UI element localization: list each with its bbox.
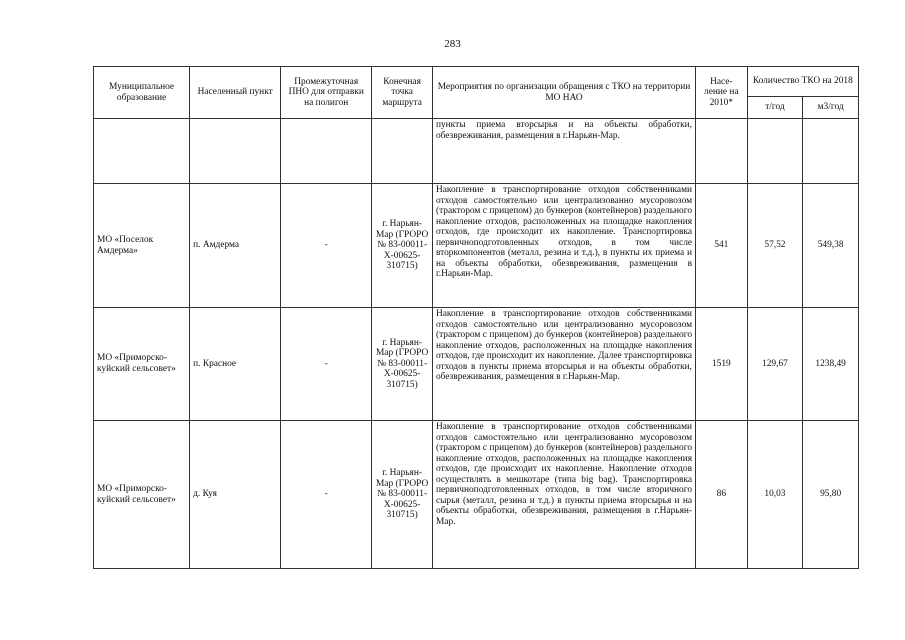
header-intermediate-point: Промежуточная ПНО для отправки на полигон xyxy=(281,67,372,119)
cell-municipality xyxy=(94,119,190,184)
cell-population xyxy=(696,119,748,184)
header-settlement: Населенный пункт xyxy=(190,67,281,119)
cell-intermediate: - xyxy=(281,421,372,569)
cell-intermediate xyxy=(281,119,372,184)
header-tons-per-year: т/год xyxy=(747,97,803,119)
cell-settlement xyxy=(190,119,281,184)
cell-measures: Накопление в транспортирование отходов собственниками отходов самостоятельно или централизованно мусоровозом (трактором с прицепом) до бункеров (контейнеров) раздельного накопление отходов, расположенных на площадке накопления отходов, где происходит их накопление. Транспортировка первичноподготовленных отходов, в том числе вторкомпонентов (металл, резина и т.д.), в пункты их приема и на объекты обработки, обезвреживания, размещения в г.Нарьян-Мар. xyxy=(432,184,695,308)
cell-measures: Накопление в транспортирование отходов собственниками отходов самостоятельно или централизованно мусоровозом (трактором с прицепом) до бункеров (контейнеров) раздельного накопление отходов, расположенных на площадке накопления отходов, где происходит их накопление. Накопление отходов осуществлять в мешкотаре (типа big bag). Транспортировка первичноподготовленных отходов, в том числе вторичного сырья (металл, резина и т.д.) в пункты приема вторсырья и на объекты обработки, обезвреживания, размещения в г.Нарьян-Мар. xyxy=(432,421,695,569)
cell-settlement: п. Амдерма xyxy=(190,184,281,308)
cell-settlement: п. Красное xyxy=(190,308,281,421)
header-tko-amount: Количество ТКО на 2018 xyxy=(747,67,858,97)
cell-end-point: г. Нарьян-Мар (ГРОРО № 83-00011-Х-00625-310715) xyxy=(372,184,433,308)
cell-municipality: МО «Приморско-куйский сельсовет» xyxy=(94,308,190,421)
table-row xyxy=(94,308,859,421)
cell-intermediate: - xyxy=(281,308,372,421)
cell-tons xyxy=(747,119,803,184)
cell-municipality: МО «Поселок Амдерма» xyxy=(94,184,190,308)
header-population: Насе-ление на 2010* xyxy=(696,67,748,119)
header-measures: Мероприятия по организации обращения с ТКО на территории МО НАО xyxy=(432,67,695,119)
cell-intermediate: - xyxy=(281,184,372,308)
table-row xyxy=(94,119,859,184)
cell-measures: пункты приема вторсырья и на объекты обработки, обезвреживания, размещения в г.Нарьян-Мар. xyxy=(432,119,695,184)
cell-population: 1519 xyxy=(696,308,748,421)
cell-tons: 129,67 xyxy=(747,308,803,421)
cell-m3: 95,80 xyxy=(803,421,859,569)
cell-m3: 549,38 xyxy=(803,184,859,308)
page-number: 283 xyxy=(444,38,461,50)
cell-m3: 1238,49 xyxy=(803,308,859,421)
cell-tons: 57,52 xyxy=(747,184,803,308)
cell-population: 86 xyxy=(696,421,748,569)
cell-end-point: г. Нарьян-Мар (ГРОРО № 83-00011-Х-00625-310715) xyxy=(372,421,433,569)
cell-population: 541 xyxy=(696,184,748,308)
table-row xyxy=(94,184,859,308)
cell-end-point: г. Нарьян-Мар (ГРОРО № 83-00011-Х-00625-310715) xyxy=(372,308,433,421)
cell-measures: Накопление в транспортирование отходов собственниками отходов самостоятельно или централизованно мусоровозом (трактором с прицепом) до бункеров (контейнеров) раздельного накопление отходов, расположенных на площадке накопления отходов, где происходит их накопление. Далее транспортировка отходов в пункты приема вторсырья и на объекты обработки, обезвреживания, размещения в г.Нарьян-Мар. xyxy=(432,308,695,421)
cell-m3 xyxy=(803,119,859,184)
header-end-point: Конечная точка маршрута xyxy=(372,67,433,119)
cell-tons: 10,03 xyxy=(747,421,803,569)
cell-end-point xyxy=(372,119,433,184)
tko-table xyxy=(93,66,859,569)
cell-settlement: д. Куя xyxy=(190,421,281,569)
table-row xyxy=(94,421,859,569)
header-m3-per-year: м3/год xyxy=(803,97,859,119)
header-municipality: Муниципальное образование xyxy=(94,67,190,119)
cell-municipality: МО «Приморско-куйский сельсовет» xyxy=(94,421,190,569)
